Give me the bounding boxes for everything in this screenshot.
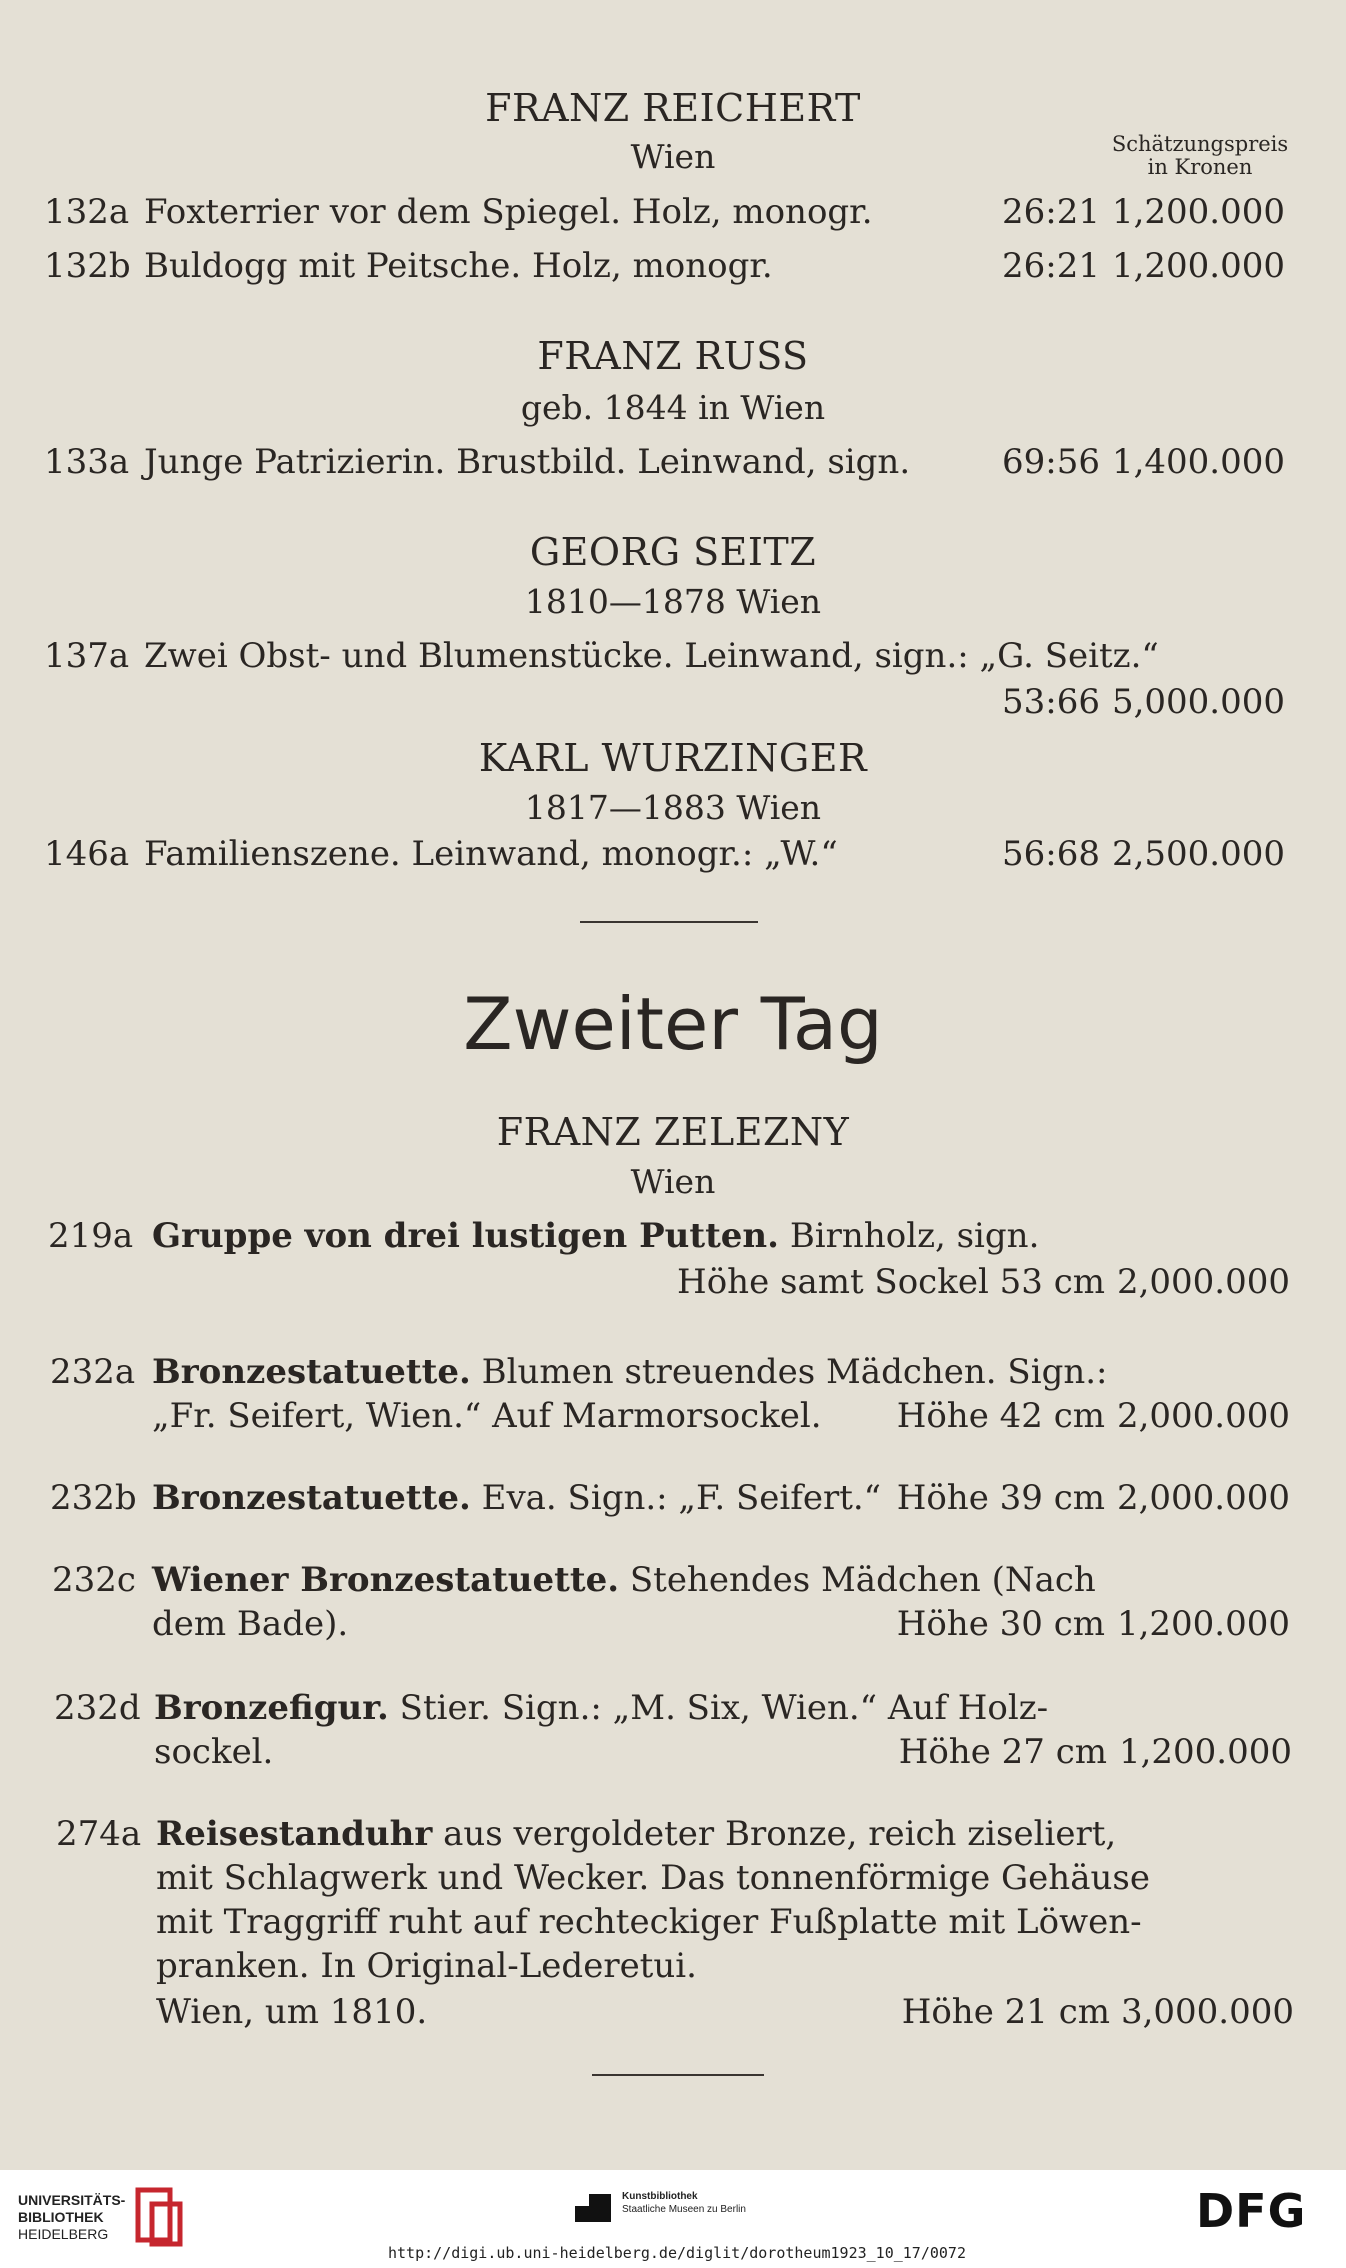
artist-info-zelezny: Wien bbox=[630, 1162, 716, 1201]
lot-description-line4: pranken. In Original-Lederetui. bbox=[156, 1946, 697, 1986]
lot-title: Gruppe von drei lustigen Putten. bbox=[152, 1216, 779, 1256]
ub-logo-line3: HEIDELBERG bbox=[18, 2226, 109, 2242]
lot-description-line5: Wien, um 1810. bbox=[156, 1992, 428, 2032]
lot-description: Junge Patrizierin. Brustbild. Leinwand, sign. bbox=[144, 442, 911, 482]
lot-title: Bronzefigur. bbox=[154, 1688, 389, 1728]
lot-description-rest: Birnholz, sign. bbox=[789, 1216, 1040, 1256]
lot-number: 133a bbox=[44, 442, 130, 482]
lot-description-line2: mit Schlagwerk und Wecker. Das tonnenförmige Gehäuse bbox=[156, 1858, 1150, 1898]
lot-height: Höhe 42 cm bbox=[896, 1396, 1105, 1436]
ub-heidelberg-logo[interactable] bbox=[18, 2192, 125, 2243]
lot-price: 2,000.000 bbox=[1116, 1262, 1290, 1302]
footer-bar bbox=[0, 2170, 1346, 2268]
artist-info-wurzinger: 1817—1883 Wien bbox=[524, 788, 822, 827]
lot-description-rest: aus vergoldeter Bronze, reich ziseliert, bbox=[443, 1814, 1117, 1854]
lot-description bbox=[152, 1560, 1096, 1600]
lot-title: Bronzestatuette. bbox=[152, 1478, 471, 1518]
lot-size: 26:21 bbox=[1002, 246, 1100, 286]
lot-number: 274a bbox=[56, 1814, 142, 1854]
lot-title: Bronzestatuette. bbox=[152, 1352, 471, 1392]
lot-height: Höhe 21 cm bbox=[901, 1992, 1110, 2032]
day-title: Zweiter Tag bbox=[463, 982, 883, 1066]
lot-number: 232b bbox=[50, 1478, 137, 1518]
lot-price: 1,200.000 bbox=[1118, 1732, 1292, 1772]
lot-description-rest: Stier. Sign.: „M. Six, Wien.“ Auf Holz- bbox=[399, 1688, 1049, 1728]
artist-name-reichert: FRANZ REICHERT bbox=[485, 86, 861, 130]
artist-info-seitz: 1810—1878 Wien bbox=[524, 582, 822, 621]
kunstbibliothek-line1: Kunstbibliothek bbox=[622, 2191, 698, 2202]
section-divider bbox=[580, 921, 758, 923]
lot-number: 219a bbox=[48, 1216, 134, 1256]
lot-description bbox=[152, 1216, 1039, 1256]
artist-name-wurzinger: KARL WURZINGER bbox=[478, 736, 868, 780]
lot-number: 232d bbox=[54, 1688, 141, 1728]
lot-price: 3,000.000 bbox=[1120, 1992, 1294, 2032]
section-divider bbox=[592, 2074, 764, 2076]
lot-height: Höhe 27 cm bbox=[898, 1732, 1107, 1772]
lot-description bbox=[156, 1814, 1116, 1854]
lot-size: 69:56 bbox=[1002, 442, 1100, 482]
lot-description-rest: Blumen streuendes Mädchen. Sign.: bbox=[481, 1352, 1108, 1392]
source-url-link[interactable]: http://digi.ub.uni-heidelberg.de/diglit/dorotheum1923_10_17/0072 bbox=[388, 2244, 966, 2262]
lot-price: 1,200.000 bbox=[1116, 1604, 1290, 1644]
lot-description: Zwei Obst- und Blumenstücke. Leinwand, sign.: „G. Seitz.“ bbox=[144, 636, 1159, 676]
ub-logo-line2: BIBLIOTHEK bbox=[18, 2209, 104, 2225]
lot-height: Höhe 30 cm bbox=[896, 1604, 1105, 1644]
lot-price: 5,000.000 bbox=[1111, 682, 1285, 722]
estimate-header-line2: in Kronen bbox=[1147, 155, 1253, 179]
lot-number: 232a bbox=[50, 1352, 136, 1392]
ub-logo-line1: UNIVERSITÄTS- bbox=[18, 2192, 126, 2208]
ub-emblem-icon bbox=[130, 2182, 186, 2252]
lot-size: 26:21 bbox=[1002, 192, 1100, 232]
lot-description-line2: dem Bade). bbox=[152, 1604, 349, 1644]
kunstbibliothek-line2: Staatliche Museen zu Berlin bbox=[622, 2204, 746, 2215]
artist-name-russ: FRANZ RUSS bbox=[537, 334, 809, 378]
estimate-header-line1: Schätzungspreis bbox=[1111, 132, 1289, 156]
lot-height: Höhe 39 cm bbox=[896, 1478, 1105, 1518]
lot-description-rest: Stehendes Mädchen (Nach bbox=[629, 1560, 1096, 1600]
artist-info-russ: geb. 1844 in Wien bbox=[520, 388, 826, 427]
lot-number: 146a bbox=[44, 834, 130, 874]
lot-description-line2: sockel. bbox=[154, 1732, 274, 1772]
lot-price: 2,000.000 bbox=[1116, 1478, 1290, 1518]
lot-title: Reisestanduhr bbox=[156, 1814, 433, 1854]
lot-price: 2,000.000 bbox=[1116, 1396, 1290, 1436]
lot-description-rest: Eva. Sign.: „F. Seifert.“ bbox=[481, 1478, 882, 1518]
lot-number: 232c bbox=[52, 1560, 136, 1600]
lot-price: 2,500.000 bbox=[1111, 834, 1285, 874]
lot-price: 1,200.000 bbox=[1111, 192, 1285, 232]
kunstbibliothek-logo[interactable] bbox=[622, 2190, 746, 2216]
kunstbibliothek-icon bbox=[573, 2188, 613, 2228]
lot-description bbox=[152, 1352, 1108, 1392]
dfg-logo[interactable]: DFG bbox=[1196, 2184, 1307, 2238]
lot-number: 137a bbox=[44, 636, 130, 676]
lot-description: Buldogg mit Peitsche. Holz, monogr. bbox=[144, 246, 773, 286]
lot-description bbox=[154, 1688, 1048, 1728]
lot-description bbox=[152, 1478, 881, 1518]
artist-name-zelezny: FRANZ ZELEZNY bbox=[496, 1110, 850, 1154]
lot-description-line3: mit Traggriff ruht auf rechteckiger Fußplatte mit Löwen- bbox=[156, 1902, 1142, 1942]
lot-price: 1,200.000 bbox=[1111, 246, 1285, 286]
lot-description-line2: „Fr. Seifert, Wien.“ Auf Marmorsockel. bbox=[152, 1396, 822, 1436]
lot-size: 56:68 bbox=[1002, 834, 1100, 874]
lot-description: Foxterrier vor dem Spiegel. Holz, monogr. bbox=[144, 192, 873, 232]
artist-info-reichert: Wien bbox=[630, 137, 716, 176]
lot-height: Höhe samt Sockel 53 cm bbox=[677, 1262, 1105, 1302]
lot-size: 53:66 bbox=[1002, 682, 1100, 722]
lot-number: 132b bbox=[44, 246, 131, 286]
lot-title: Wiener Bronzestatuette. bbox=[152, 1560, 620, 1600]
lot-number: 132a bbox=[44, 192, 130, 232]
artist-name-seitz: GEORG SEITZ bbox=[529, 530, 817, 574]
lot-description: Familienszene. Leinwand, monogr.: „W.“ bbox=[144, 834, 838, 874]
lot-price: 1,400.000 bbox=[1111, 442, 1285, 482]
